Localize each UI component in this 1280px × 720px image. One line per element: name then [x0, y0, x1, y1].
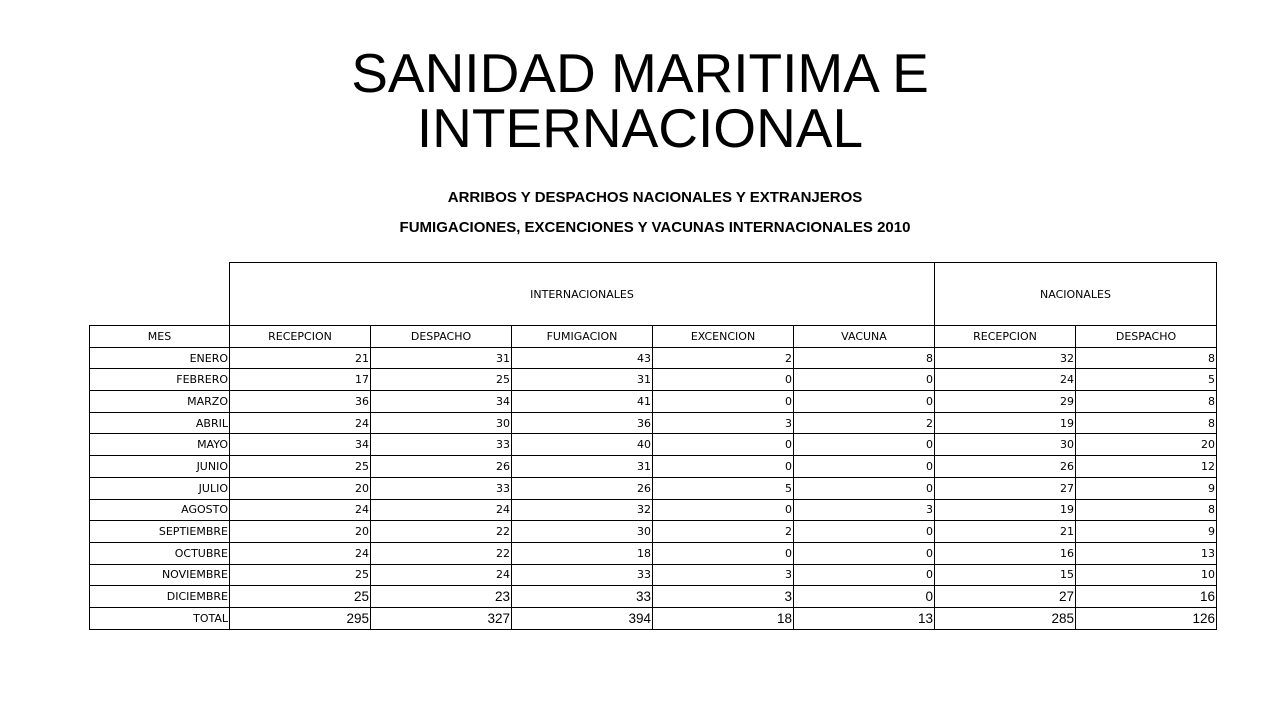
value-cell: 32	[512, 499, 653, 521]
value-cell: 20	[230, 477, 371, 499]
group-header-row	[90, 263, 1217, 326]
table-row	[90, 456, 1217, 478]
table-row	[90, 542, 1217, 564]
column-header: RECEPCION	[230, 326, 371, 348]
value-cell: 32	[935, 347, 1076, 369]
value-cell: 19	[935, 499, 1076, 521]
value-cell: 2	[653, 521, 794, 543]
value-cell: 13	[794, 607, 935, 629]
month-cell: TOTAL	[90, 607, 230, 629]
value-cell: 0	[653, 456, 794, 478]
month-cell: MARZO	[90, 391, 230, 413]
value-cell: 34	[230, 434, 371, 456]
value-cell: 0	[794, 521, 935, 543]
value-cell: 8	[1076, 391, 1217, 413]
value-cell: 8	[1076, 499, 1217, 521]
table-row	[90, 499, 1217, 521]
month-cell: SEPTIEMBRE	[90, 521, 230, 543]
value-cell: 20	[230, 521, 371, 543]
value-cell: 9	[1076, 477, 1217, 499]
value-cell: 21	[230, 347, 371, 369]
value-cell: 19	[935, 412, 1076, 434]
value-cell: 24	[230, 542, 371, 564]
value-cell: 0	[653, 542, 794, 564]
value-cell: 0	[794, 391, 935, 413]
value-cell: 0	[794, 564, 935, 586]
value-cell: 21	[935, 521, 1076, 543]
month-cell: FEBRERO	[90, 369, 230, 391]
month-cell: AGOSTO	[90, 499, 230, 521]
column-header-row	[90, 326, 1217, 348]
title-line-2: INTERNACIONAL	[416, 97, 864, 159]
value-cell: 33	[512, 564, 653, 586]
value-cell: 2	[653, 347, 794, 369]
table-row	[90, 391, 1217, 413]
value-cell: 26	[371, 456, 512, 478]
value-cell: 0	[653, 391, 794, 413]
value-cell: 0	[653, 369, 794, 391]
value-cell: 126	[1076, 607, 1217, 629]
value-cell: 24	[371, 564, 512, 586]
value-cell: 0	[794, 542, 935, 564]
value-cell: 24	[371, 499, 512, 521]
value-cell: 3	[653, 412, 794, 434]
value-cell: 285	[935, 607, 1076, 629]
value-cell: 0	[794, 477, 935, 499]
value-cell: 8	[794, 347, 935, 369]
group-header-internacionales: INTERNACIONALES	[230, 263, 935, 326]
value-cell: 27	[935, 586, 1076, 608]
value-cell: 43	[512, 347, 653, 369]
month-cell: DICIEMBRE	[90, 586, 230, 608]
month-cell: MAYO	[90, 434, 230, 456]
column-header: RECEPCION	[935, 326, 1076, 348]
value-cell: 16	[935, 542, 1076, 564]
page-title	[0, 42, 1280, 159]
total-row	[90, 607, 1217, 629]
month-cell: ABRIL	[90, 412, 230, 434]
value-cell: 31	[512, 456, 653, 478]
month-cell: JULIO	[90, 477, 230, 499]
value-cell: 29	[935, 391, 1076, 413]
month-cell: OCTUBRE	[90, 542, 230, 564]
value-cell: 15	[935, 564, 1076, 586]
table-row	[90, 477, 1217, 499]
value-cell: 36	[512, 412, 653, 434]
value-cell: 0	[794, 586, 935, 608]
value-cell: 22	[371, 542, 512, 564]
value-cell: 13	[1076, 542, 1217, 564]
value-cell: 0	[794, 456, 935, 478]
value-cell: 8	[1076, 347, 1217, 369]
value-cell: 24	[230, 499, 371, 521]
column-header: DESPACHO	[1076, 326, 1217, 348]
value-cell: 33	[512, 586, 653, 608]
column-header: DESPACHO	[371, 326, 512, 348]
table-row	[90, 586, 1217, 608]
value-cell: 5	[1076, 369, 1217, 391]
value-cell: 31	[371, 347, 512, 369]
table-row	[90, 369, 1217, 391]
value-cell: 394	[512, 607, 653, 629]
value-cell: 295	[230, 607, 371, 629]
value-cell: 9	[1076, 521, 1217, 543]
value-cell: 31	[512, 369, 653, 391]
value-cell: 18	[512, 542, 653, 564]
month-cell: NOVIEMBRE	[90, 564, 230, 586]
value-cell: 3	[653, 586, 794, 608]
value-cell: 30	[371, 412, 512, 434]
value-cell: 25	[230, 456, 371, 478]
table-row	[90, 564, 1217, 586]
table-row	[90, 434, 1217, 456]
value-cell: 327	[371, 607, 512, 629]
value-cell: 22	[371, 521, 512, 543]
value-cell: 24	[935, 369, 1076, 391]
table-row	[90, 521, 1217, 543]
value-cell: 0	[653, 499, 794, 521]
value-cell: 3	[794, 499, 935, 521]
value-cell: 25	[230, 586, 371, 608]
value-cell: 0	[794, 434, 935, 456]
value-cell: 0	[794, 369, 935, 391]
column-header: VACUNA	[794, 326, 935, 348]
value-cell: 41	[512, 391, 653, 413]
value-cell: 17	[230, 369, 371, 391]
value-cell: 25	[371, 369, 512, 391]
data-table	[89, 262, 1217, 630]
value-cell: 25	[230, 564, 371, 586]
value-cell: 8	[1076, 412, 1217, 434]
value-cell: 18	[653, 607, 794, 629]
value-cell: 33	[371, 477, 512, 499]
column-header: MES	[90, 326, 230, 348]
value-cell: 3	[653, 564, 794, 586]
column-header: FUMIGACION	[512, 326, 653, 348]
value-cell: 24	[230, 412, 371, 434]
value-cell: 30	[935, 434, 1076, 456]
value-cell: 33	[371, 434, 512, 456]
month-cell: ENERO	[90, 347, 230, 369]
subtitle-arribos: ARRIBOS Y DESPACHOS NACIONALES Y EXTRANJEROS	[447, 189, 863, 206]
value-cell: 27	[935, 477, 1076, 499]
blank-corner-cell	[90, 263, 230, 326]
month-cell: JUNIO	[90, 456, 230, 478]
value-cell: 5	[653, 477, 794, 499]
value-cell: 26	[512, 477, 653, 499]
table-row	[90, 347, 1217, 369]
value-cell: 12	[1076, 456, 1217, 478]
group-header-nacionales: NACIONALES	[935, 263, 1217, 326]
value-cell: 2	[794, 412, 935, 434]
column-header: EXCENCION	[653, 326, 794, 348]
value-cell: 30	[512, 521, 653, 543]
value-cell: 0	[653, 434, 794, 456]
title-line-1: SANIDAD MARITIMA E	[351, 42, 929, 104]
value-cell: 26	[935, 456, 1076, 478]
value-cell: 16	[1076, 586, 1217, 608]
value-cell: 40	[512, 434, 653, 456]
value-cell: 34	[371, 391, 512, 413]
value-cell: 10	[1076, 564, 1217, 586]
subtitle-fumigaciones: FUMIGACIONES, EXCENCIONES Y VACUNAS INTERNACIONALES 2010	[399, 219, 911, 236]
value-cell: 23	[371, 586, 512, 608]
table-row	[90, 412, 1217, 434]
value-cell: 20	[1076, 434, 1217, 456]
value-cell: 36	[230, 391, 371, 413]
